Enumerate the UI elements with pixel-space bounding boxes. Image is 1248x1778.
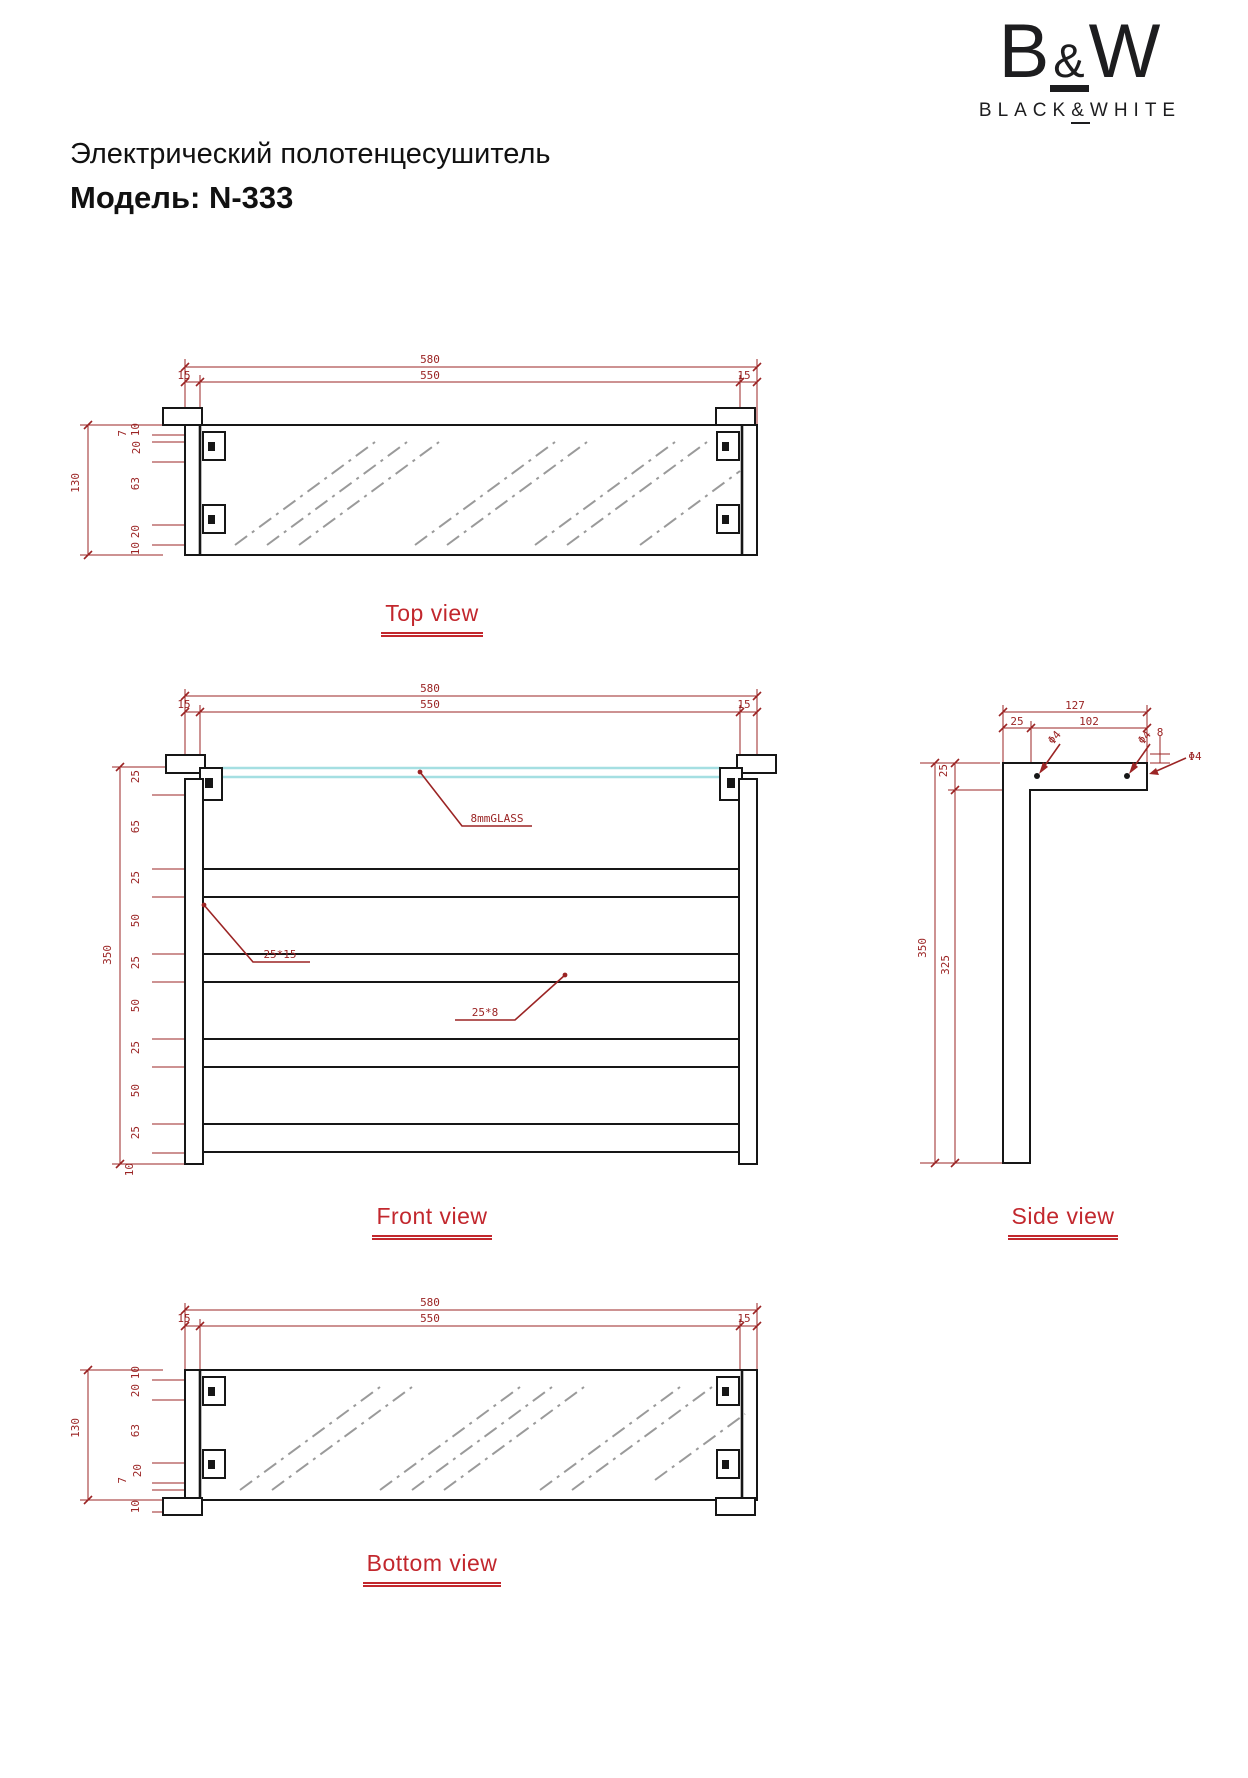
logo-letter-w: W [1088, 9, 1162, 94]
dim-text: 580 [420, 1296, 440, 1309]
dim-text: 550 [420, 698, 440, 711]
front-view-drawing [40, 670, 780, 1230]
dim-text: 25 [129, 871, 142, 885]
dim-text: 50 [129, 999, 142, 1013]
dim-text: 20 [129, 525, 142, 539]
hole-diameter-label: Φ4 [1045, 728, 1064, 747]
towel-bar [203, 1039, 739, 1067]
dim-text: 15 [737, 1312, 751, 1325]
dim-text: 15 [177, 698, 191, 711]
bottom-view-drawing [40, 1280, 780, 1580]
dim-text: 10 [129, 542, 142, 556]
dim-text: 7 [116, 430, 129, 437]
dim-text: 10 [129, 1366, 142, 1380]
logo-mark [930, 9, 1230, 94]
dim-text: 127 [1065, 699, 1085, 712]
top-view-title: Top view [352, 600, 512, 637]
dim-text: 10 [129, 1500, 142, 1514]
glass-annotation: 8mmGLASS [470, 812, 524, 825]
dim-text: 550 [420, 1312, 440, 1325]
dim-text: 350 [101, 945, 114, 965]
top-view-body [163, 408, 757, 555]
dim-text: 325 [939, 955, 952, 975]
dim-text: 15 [737, 698, 751, 711]
logo-subtitle: BLACK&WHITE [930, 100, 1230, 124]
bottom-right-bracket [716, 1498, 755, 1515]
dim-text: 50 [129, 1084, 142, 1098]
dim-text: 25 [1010, 715, 1024, 728]
top-view-right-bracket [716, 408, 755, 425]
right-post [739, 779, 757, 1164]
dim-text: 15 [177, 1312, 191, 1325]
dim-text: 20 [130, 441, 143, 455]
dim-text: 25 [129, 1126, 142, 1140]
dim-text: 15 [737, 369, 751, 382]
dim-text: 550 [420, 369, 440, 382]
dim-text: 25 [129, 770, 142, 784]
top-view-drawing [40, 340, 780, 640]
dim-text: 130 [69, 473, 82, 493]
bar-profile-annotation: 25*8 [471, 1006, 499, 1019]
dim-text: 25 [129, 1041, 142, 1055]
dim-text: 20 [131, 1464, 144, 1478]
document-title: Электрический полотенцесушитель [70, 138, 551, 170]
towel-bar [203, 869, 739, 897]
dim-text: 350 [916, 938, 929, 958]
side-profile [1003, 763, 1147, 1163]
bottom-view-title: Bottom view [352, 1550, 512, 1587]
hole-diameter-label: Φ4 [1188, 750, 1202, 763]
brand-logo [930, 9, 1230, 124]
dim-text: 25 [129, 956, 142, 970]
dim-text: 63 [129, 477, 142, 491]
bottom-left-bracket [163, 1498, 202, 1515]
side-view-body [1003, 763, 1147, 1163]
dim-text: 15 [177, 369, 191, 382]
bottom-view-body [163, 1370, 757, 1515]
dim-text: 580 [420, 682, 440, 695]
logo-ampersand: & [1050, 37, 1088, 92]
post-profile-annotation: 25*15 [263, 948, 297, 961]
top-view-left-bracket [163, 408, 202, 425]
dim-text: 10 [129, 423, 142, 437]
dim-text: 50 [129, 914, 142, 928]
dim-text: 63 [129, 1424, 142, 1438]
side-view-drawing [860, 640, 1230, 1220]
dim-text: 7 [116, 1477, 129, 1484]
towel-bar [203, 1124, 739, 1152]
dim-text: 20 [129, 1384, 142, 1398]
front-view-dimension-lines [112, 689, 761, 1168]
dim-text: 65 [129, 820, 142, 834]
logo-letter-b: B [998, 9, 1051, 94]
dim-text: 102 [1079, 715, 1099, 728]
front-view-title: Front view [352, 1203, 512, 1240]
left-post [185, 779, 203, 1164]
logo-subtitle-ampersand: & [1071, 100, 1090, 124]
dim-text: 8 [1156, 726, 1164, 739]
dim-text: 130 [69, 1418, 82, 1438]
model-number: Модель: N-333 [70, 180, 294, 215]
side-view-title: Side view [983, 1203, 1143, 1240]
dim-text: 25 [937, 764, 950, 778]
dim-text: 10 [123, 1163, 136, 1177]
hole-diameter-label: Φ4 [1135, 728, 1154, 747]
dim-text: 580 [420, 353, 440, 366]
